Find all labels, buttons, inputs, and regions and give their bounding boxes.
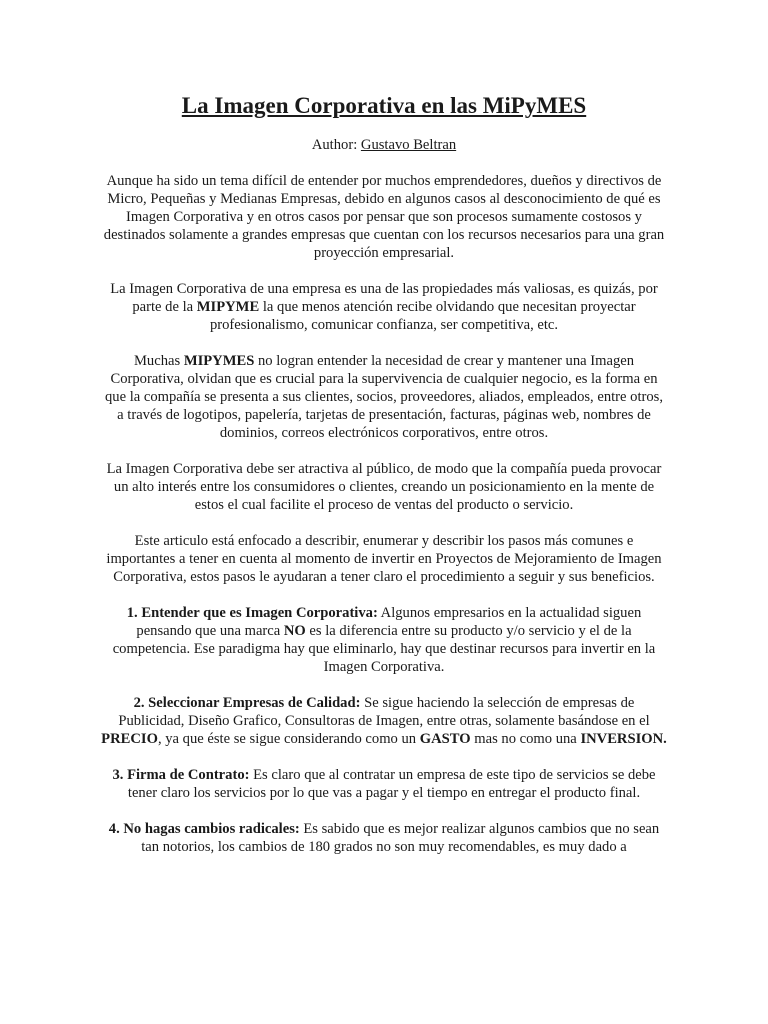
paragraph-attractive: La Imagen Corporativa debe ser atractiva al público, de modo que la compañía pueda provocar un alto interés entre los consumidores o clientes, creando un posicionamiento en la mente de estos el cual facilite el proceso de ventas del producto o servicio. [106, 461, 662, 513]
emphasis-no: NO [283, 623, 306, 639]
step-4: 4. No hagas cambios radicales: Es sabido que es mejor realizar algunos cambios que no sean tan notorios, los cambios de 180 grados no son muy recomendables, es muy dado a [108, 821, 660, 855]
paragraph-article-purpose: Este articulo está enfocado a describir, enumerar y describir los pasos más comunes e importantes a tener en cuenta al momento de invertir en Proyectos de Mejoramiento de Imagen Corporativa, estos pasos le ayudaran a tener claro el procedimiento a seguir y sus beneficios. [106, 533, 662, 585]
step-3-heading: 3. Firma de Contrato: [112, 767, 250, 783]
emphasis-precio: PRECIO [101, 731, 158, 747]
paragraph-intro: Aunque ha sido un tema difícil de entender por muchos emprendedores, dueños y directivos de Micro, Pequeñas y Medianas Empresas, debido en algunos casos al desconocimiento de qué es Imagen Corporativa y en otros casos por pensar que son procesos sumamente costosos y destinados solamente a grandes empresas que cuentan con los recursos necesarios para una gran proyección empresarial. [103, 173, 665, 261]
step-1: 1. Entender que es Imagen Corporativa: Algunos empresarios en la actualidad siguen pensando que una marca NO es la diferencia entre su producto y/o servicio y el de la competencia. Ese paradigma hay que eliminarlo, hay que destinar recursos para invertir en la Imagen Corporativa. [112, 605, 656, 675]
emphasis-inversion: INVERSION. [580, 731, 667, 747]
document-body [100, 172, 668, 874]
step-2-heading: 2. Seleccionar Empresas de Calidad: [133, 695, 361, 711]
author-name-link[interactable]: Gustavo Beltran [360, 137, 457, 153]
emphasis-mipymes: MIPYMES [183, 353, 255, 369]
paragraph-mipymes: Muchas MIPYMES no logran entender la necesidad de crear y mantener una Imagen Corporativa, olvidan que es crucial para la supervivencia de cualquier negocio, es la forma en que la compañía se presenta a sus clientes, socios, proveedores, aliados, empleados, entre otros, a través de logotipos, papelería, tarjetas de presentación, facturas, páginas web, nombres de dominios, correos electrónicos corporativos, entre otros. [104, 353, 664, 441]
emphasis-gasto: GASTO [419, 731, 471, 747]
step-3: 3. Firma de Contrato: Es claro que al contratar un empresa de este tipo de servicios se debe tener claro los servicios por lo que vas a pagar y el tiempo en entregar el producto final. [112, 767, 656, 801]
step-4-heading: 4. No hagas cambios radicales: [108, 821, 300, 837]
step-1-heading: 1. Entender que es Imagen Corporativa: [126, 605, 378, 621]
step-2: 2. Seleccionar Empresas de Calidad: Se sigue haciendo la selección de empresas de Publicidad, Diseño Grafico, Consultoras de Imagen, entre otras, solamente basándose en el PRECIO, ya que éste se sigue considerando como un GASTO mas no como una INVERSION. [101, 695, 667, 747]
emphasis-mipyme: MIPYME [196, 299, 260, 315]
paragraph-value: La Imagen Corporativa de una empresa es una de las propiedades más valiosas, es quizás, por parte de la MIPYME la que menos atención recibe olvidando que necesitan proyectar profesionalismo, comunicar confianza, ser competitiva, etc. [110, 281, 658, 333]
author-line [0, 136, 768, 154]
author-label: Author: [311, 137, 361, 153]
document-title: La Imagen Corporativa en las MiPyMES [181, 93, 587, 118]
